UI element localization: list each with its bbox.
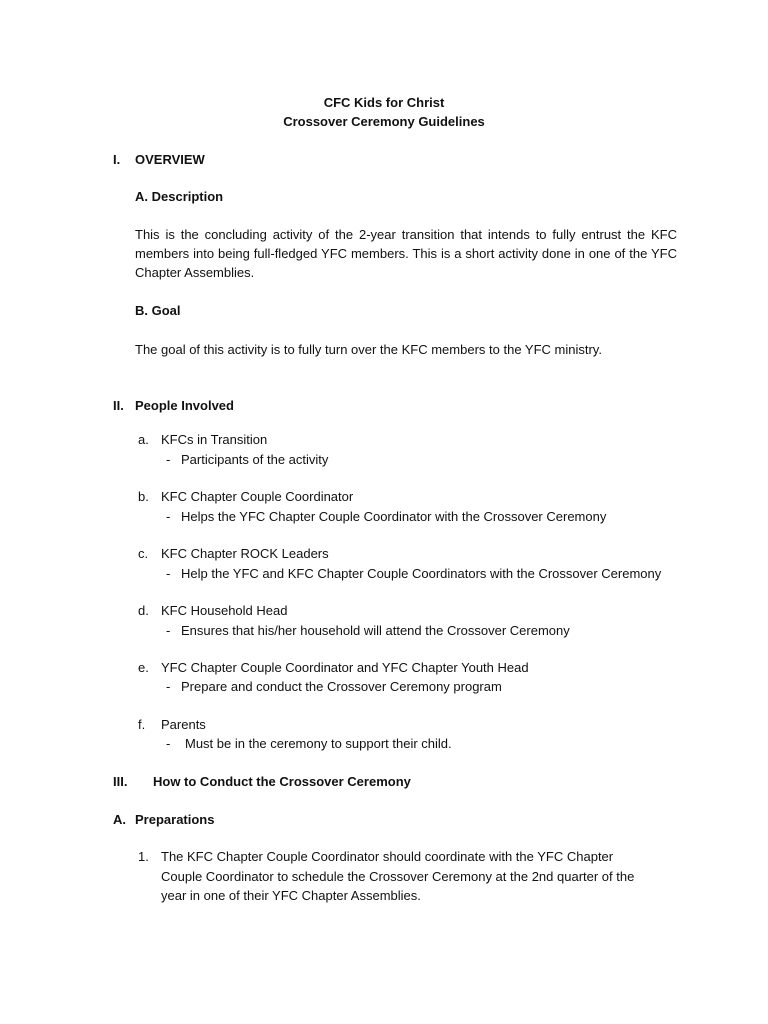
- list-item-letter: c.: [138, 546, 149, 561]
- list-item-detail: Ensures that his/her household will attend the Crossover Ceremony: [181, 623, 570, 638]
- list-item-role: YFC Chapter Couple Coordinator and YFC Chapter Youth Head: [161, 660, 529, 675]
- list-item-detail: Help the YFC and KFC Chapter Couple Coordinators with the Crossover Ceremony: [181, 566, 662, 581]
- subsection-preparations-heading: Preparations: [135, 812, 215, 827]
- list-item-dash: -: [166, 623, 171, 638]
- step-number: 1.: [138, 849, 149, 864]
- section-3-number: III.: [113, 774, 128, 789]
- document-subtitle: Crossover Ceremony Guidelines: [283, 114, 485, 129]
- list-item-role: Parents: [161, 717, 206, 732]
- list-item-dash: -: [166, 509, 171, 524]
- list-item-dash: -: [166, 679, 171, 694]
- list-item-detail: Participants of the activity: [181, 452, 329, 467]
- step-line: Couple Coordinator to schedule the Crossover Ceremony at the 2nd quarter of the: [161, 869, 635, 884]
- list-item-dash: -: [166, 736, 171, 751]
- list-item-role: KFC Chapter ROCK Leaders: [161, 546, 329, 561]
- goal-paragraph: The goal of this activity is to fully turn over the KFC members to the YFC ministry.: [135, 342, 602, 357]
- section-2-heading: People Involved: [135, 398, 234, 413]
- section-3-heading: How to Conduct the Crossover Ceremony: [153, 774, 411, 789]
- step-line: year in one of their YFC Chapter Assemblies.: [161, 888, 421, 903]
- list-item-letter: d.: [138, 603, 149, 618]
- subsection-description-heading: A. Description: [135, 189, 224, 204]
- list-item-role: KFCs in Transition: [161, 432, 268, 447]
- list-item-letter: b.: [138, 489, 149, 504]
- step-line: The KFC Chapter Couple Coordinator should coordinate with the YFC Chapter: [161, 849, 614, 864]
- list-item-letter: e.: [138, 660, 149, 675]
- list-item-detail: Helps the YFC Chapter Couple Coordinator with the Crossover Ceremony: [181, 509, 607, 524]
- list-item-letter: a.: [138, 432, 149, 447]
- document-title: CFC Kids for Christ: [323, 95, 445, 110]
- list-item-letter: f.: [138, 717, 146, 732]
- description-paragraph: This is the concluding activity of the 2-year transition that intends to fully entrust the KFC members into being full-fledged YFC members. This is a short activity done in one of the YFC Chapter Assemblies.: [135, 227, 677, 280]
- subsection-preparations-letter: A.: [113, 812, 126, 827]
- section-1-heading: OVERVIEW: [135, 152, 205, 167]
- list-item-dash: -: [166, 452, 171, 467]
- list-item-detail: Must be in the ceremony to support their child.: [185, 736, 452, 751]
- subsection-goal-heading: B. Goal: [135, 303, 181, 318]
- list-item-role: KFC Chapter Couple Coordinator: [161, 489, 354, 504]
- list-item-detail: Prepare and conduct the Crossover Ceremony program: [181, 679, 502, 694]
- list-item-dash: -: [166, 566, 171, 581]
- section-2-number: II.: [113, 398, 124, 413]
- list-item-role: KFC Household Head: [161, 603, 288, 618]
- section-1-number: I.: [113, 152, 121, 167]
